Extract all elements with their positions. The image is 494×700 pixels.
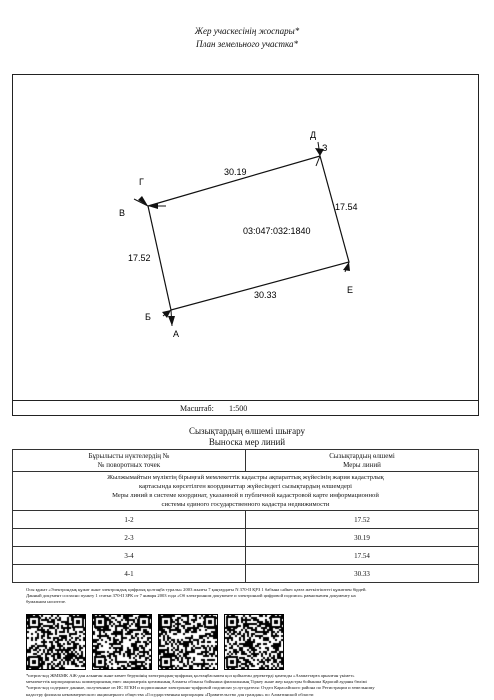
row-length: 30.19 (246, 529, 479, 547)
table-note (13, 472, 479, 511)
row-length: 17.52 (246, 511, 479, 529)
table-row (13, 565, 479, 583)
note-line-4: системы единого государственного кадастра недвижимости (161, 501, 330, 508)
vertex-label-d: Д (310, 130, 317, 140)
footer-line: *штрих-код содержит данные, полученные из ИС ЕГКН и подписанные электронно-цифровой подписью услугодателя: Отдел Карасайского района по Регистрации и земельному (26, 685, 375, 691)
scale-row (12, 400, 479, 416)
qr-code-pattern (159, 615, 217, 669)
vertex-label-g: Г (139, 177, 144, 187)
note-line-1: Жылжымайтын мүліктің бірыңғай мемлекеттік кадастры ақпараттық жүйесінің жария кадастрлық (107, 474, 384, 481)
length-left: 17.52 (128, 253, 151, 263)
length-right: 17.54 (335, 202, 358, 212)
footer-line: кадастру филиала некоммерческого акционерного общества «Государственная корпорация «Правительство для граждан» по Алматинской области (26, 691, 314, 697)
row-length: 30.33 (246, 565, 479, 583)
row-points: 1-2 (13, 511, 246, 529)
table-row (13, 547, 479, 565)
footer-line: мемлекеттік корпорациясы» коммерциялық емес акционерлік қоғамының Алматы облысы бойынша филиалының Тіркеу және жер кадастры бойынша Қарасай ауданы бөлімі (26, 679, 367, 685)
footer-line: бумажном носителе. (26, 599, 67, 605)
qr-code-pattern (93, 615, 151, 669)
table-row (13, 529, 479, 547)
scale-value: 1:500 (229, 404, 248, 413)
footer-line: *штрих-код ЖМБМК АЖ-дан алынған және көмет берушінің электрондық-цифрлық қолтаңбасымен қол қойылған деректерді қамтиды «Азаматтарға арналған үкімет» (26, 673, 355, 678)
footer-line: Осы құжат «Электрондық құжат және электрондық цифрлық қолтаңба туралы» 2003 жылғы 7 қаңтардағы N 370-II ҚРЗ 1 бабына сәйкес қағаз жеткізгіштегі құжатпен бірдей. (26, 587, 367, 592)
row-length: 17.54 (246, 547, 479, 565)
plan-drawing (12, 74, 479, 400)
length-bottom: 30.33 (254, 290, 277, 300)
col2-header-kz: Сызықтардың өлшемі (329, 451, 395, 460)
footer-line: Данный документ согласно пункту 1 статьи 370-II ЗРК от 7 января 2003 года «Об электронном документе и электронной цифровой подписи» равнозначен документу на (26, 593, 356, 599)
col1-header-kz: Бұрылысты нүктелердің № (88, 451, 170, 460)
note-line-2: картасында көрсетілген координаттар жүйесіндегі сызықтардың өлшемдері (138, 483, 352, 490)
footer-legal-notice (26, 587, 476, 606)
row-points: 4-1 (13, 565, 246, 583)
col1-header (13, 450, 246, 472)
footer-barcode-notes (26, 673, 476, 698)
vertex-arrow-bottom-left (162, 310, 175, 326)
qr-code (224, 614, 284, 670)
vertex-label-b: Б (145, 312, 151, 322)
col2-header (246, 450, 479, 472)
table-row (13, 511, 479, 529)
vertex-label-v: В (119, 208, 126, 218)
col2-header-ru: Меры линий (343, 460, 381, 469)
lines-title-kz: Сызықтардың өлшемі шығару (188, 426, 306, 436)
row-points: 2-3 (13, 529, 246, 547)
vertex-label-a: А (173, 329, 180, 339)
qr-code (26, 614, 86, 670)
scale-label: Масштаб: (180, 404, 214, 413)
row-points: 3-4 (13, 547, 246, 565)
col1-header-ru: № поворотных точек (97, 460, 161, 469)
title-ru: План земельного участка* (195, 39, 299, 49)
qr-code (92, 614, 152, 670)
vertex-label-e: Е (347, 285, 354, 295)
title-kz: Жер учаскесінің жоспары* (194, 26, 300, 36)
qr-code-pattern (225, 615, 283, 669)
lines-title-ru: Выноска мер линий (208, 437, 286, 447)
qr-code-pattern (27, 615, 85, 669)
lines-table (12, 449, 479, 583)
vertex-label-z: З (322, 143, 328, 153)
cadastral-number: 03:047:032:1840 (243, 226, 311, 236)
note-line-3: Меры линий в системе координат, указанной в публичной кадастровой карте информационной (112, 492, 379, 499)
qr-code (158, 614, 218, 670)
length-top: 30.19 (224, 167, 247, 177)
